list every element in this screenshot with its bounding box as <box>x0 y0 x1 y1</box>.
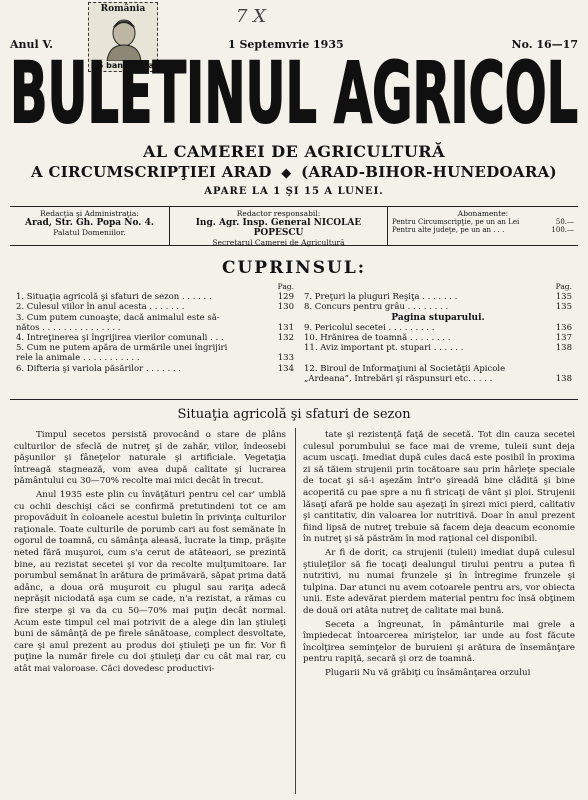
redactor-title: Secretarul Camerei de Agricultură <box>212 238 345 247</box>
redactor-label: Redactor responsabil: <box>236 209 321 218</box>
abonamente-label: Abonamente: <box>457 209 509 218</box>
contents-entry-page: 132 <box>277 333 294 344</box>
article-paragraph: tate şi rezistenţă faţă de secetă. Tot din cauza secetei culesul porumbului se face mai de vreme, tuleii sunt deja acum uscaţi. Imediat după cules dacă este posibil în proxima zi să tăiem strujenii prin tocătoare sau prin hârleţe speciale de tocat şi să-i aşezăm într'o şireadă bine clădită şi bine acoperită cu pae spre a nu fi stricaţi de vânt şi ploi. Strujenii lăsaţi afară pe holde sau aşezaţi în şirezi mici pierd, calitativ şi cantitativ, din valoarea lor nutritivă. Doar în anul prezent fiind lipsă de nutreţ trebuie să facem deja deacum economie în nutreţ şi să păstrăm în mod raţional cel disponibil. <box>303 430 575 545</box>
contents-entry-page: 130 <box>277 302 294 313</box>
page-column-label: Pag. <box>555 282 572 291</box>
abonament-price: 100.— <box>551 226 574 234</box>
redactor-name: Ing. Agr. Insp. General NICOLAE POPESCU <box>195 218 362 238</box>
contents-entry-title: 9. Pericolul secetei . . . . . . . . . <box>304 322 435 333</box>
redactia-label: Redacţia şi Administraţia: <box>40 209 139 218</box>
article-paragraph: Plugarii Nu vă grăbiţi cu însămânţarea orzului <box>325 667 531 678</box>
contents-right-column <box>304 282 572 384</box>
contents-entry <box>304 374 572 384</box>
abonament-text: Pentru alte judeţe, pe un an . . . <box>392 226 505 234</box>
contents-entry-title: 2. Culesul viilor în anul acesta . . . . . . . <box>16 302 185 313</box>
contents-entry-title: 4. Întreţinerea şi îngrijirea vierilor comunali . . . <box>16 333 224 344</box>
abonament-row <box>392 226 574 234</box>
subtitle-circumscription-right: (ARAD-BIHOR-HUNEDOARA) <box>301 163 557 181</box>
contents-entry-page: 129 <box>277 292 294 303</box>
contents-entry-title: 1. Situaţia agricolă şi sfaturi de sezon . . . . . . <box>16 292 212 303</box>
article-paragraph: Ar fi de dorit, ca strujenii (tuleii) imediat după culesul ştiuleţilor să fie tocaţi dealungul tirului pentru a putea fi nutritivi, nu numai frunzele şi în întregime frunzele şi tulpina. Dar atunci nu avem cotoarele pentru ars, vor obiecta unii. Este adevărat pierdem material pentru foc însă obţinem de două ori atâta nutreţ de calitate mai bună. <box>303 547 575 616</box>
publication-frequency: APARE LA 1 ŞI 15 A LUNEI. <box>204 186 384 197</box>
article-left-column <box>14 430 286 677</box>
subtitle-circumscription <box>0 163 588 181</box>
contents-entry-page <box>550 353 572 363</box>
abonament-text: Pentru Circumscripţie, pe un an Lei <box>392 218 520 226</box>
redactia-place: Palatul Domeniilor. <box>53 228 126 237</box>
info-bar <box>10 206 578 246</box>
abonamente-block <box>388 207 578 245</box>
contents-entry-page: 138 <box>555 343 572 354</box>
contents-entry-title: 11. Aviz important pt. stupari . . . . . . <box>304 343 464 354</box>
contents-entry-page: 135 <box>555 292 572 303</box>
year-label: Anul V. <box>10 38 53 51</box>
contents-entry <box>304 302 572 312</box>
contents-entry <box>304 343 572 353</box>
redactia-block <box>10 207 170 245</box>
stamp-value: 25 bani Posta <box>92 61 154 70</box>
contents-entry <box>304 353 572 363</box>
contents-entry <box>16 313 294 323</box>
section-divider <box>10 399 578 400</box>
contents-entry <box>16 333 294 343</box>
redactia-address: Arad, Str. Gh. Popa No. 4. <box>25 218 154 228</box>
contents-entry-page <box>272 343 294 353</box>
contents-entry-title: nătos . . . . . . . . . . . . . . . <box>16 322 121 333</box>
contents-entry <box>16 343 294 353</box>
contents-entry-title: 3. Cum putem cunoaşte, dacă animalul este să- <box>16 312 220 323</box>
masthead-text: BULETINUL AGRICOL <box>10 50 578 132</box>
abonament-price: 50.— <box>555 218 574 226</box>
contents-entry <box>304 333 572 343</box>
contents-entry <box>16 353 294 363</box>
subtitle-chamber: AL CAMEREI DE AGRICULTURĂ <box>142 142 446 161</box>
article-right-column <box>303 430 575 681</box>
article-paragraph: Timpul secetos persistă provocând o stare de plâns culturilor de sfeclă de nutreţ şi de zahăr, viilor, îndeosebi păşunilor şi fâneţelor naturale şi artificiale. Vegetaţia întreagă stagnează, vom avea după calitate şi lucrarea pământului cu 30—70% recolte mai mici decât în trecut. <box>14 430 286 487</box>
contents-entry-title: 8. Concurs pentru grâu . . . . . . . . <box>304 302 449 313</box>
contents-left-column <box>16 282 294 374</box>
abonament-row <box>392 218 574 226</box>
contents-entry-page <box>550 364 572 374</box>
contents-entry <box>16 292 294 302</box>
contents-entry-page: 134 <box>277 363 294 374</box>
contents-entry-title: 7. Preţuri la pluguri Reşiţa . . . . . . . <box>304 292 458 303</box>
redactor-block <box>170 207 388 245</box>
diamond-icon: ◆ <box>281 166 292 181</box>
contents-entry <box>16 323 294 333</box>
contents-entry <box>304 292 572 302</box>
contents-entry <box>16 364 294 374</box>
contents-title: CUPRINSUL: <box>221 258 367 278</box>
contents-entry-page: 136 <box>555 322 572 333</box>
contents-entry-title: rele la animale . . . . . . . . . . . <box>16 353 140 364</box>
contents-entry-page: 133 <box>277 353 294 364</box>
contents-entry-title <box>304 353 550 363</box>
issue-date: 1 Septemvrie 1935 <box>228 38 344 51</box>
contents-entry-page: 135 <box>555 302 572 313</box>
masthead-title <box>6 50 582 132</box>
handwritten-mark: 7 X <box>236 6 266 27</box>
contents-entry-page: 131 <box>277 322 294 333</box>
contents-entry-title: 10. Hrănirea de toamnă . . . . . . . . <box>304 333 451 344</box>
article-title: Situaţia agricolă şi sfaturi de sezon <box>177 407 411 422</box>
contents-entry-page: 138 <box>555 373 572 384</box>
contents-entry-title: 5. Cum ne putem apăra de urmările unei îngrijiri <box>16 343 228 354</box>
contents-entry-title: 6. Difteria şi variola păsărilor . . . . . . . <box>16 363 181 374</box>
column-divider <box>295 428 296 794</box>
article-paragraph: Anul 1935 este plin cu învăţături pentru cel car' umblă cu ochii deschişi căci se confirmă pretutindeni tot ce am propovăduit în coloanele acestui buletin în privinţa culturilor raţionale. Toate culturile de porumb cari au fost semănate în ogorul de toamnă, cu sămânţa aleasă, lucrate la timp, prăşite neted fără muşuroi, cum s'a cerut de atâteaori, se prezintă bine, au rezistat secetei şi vor da recolte mulţumitoare. Iar porumbul semănat în arătura de primăvară, săpat prima dată adânc, a doua oră muşuroit cu plugul sau rariţa adecă neprăşit niciodată aşa cum se cade, n'a rezistat, a rămas cu fire sterpe şi va da cu 50—70% mai puţin decât normal. Acum este timpul cel mai potrivit de a alege din lan ştiuleţi buni de sămânţă de pe firele sănătoase, complect desvoltate, care şi anul prezent au produs doi ştiuleţi pe un fir. Vor fi puţine la număr firele cu doi ştiuleţi dar cu cât mai rar, cu atât mai valoroase. Căci dovedesc productivi- <box>14 489 286 674</box>
contents-entry-title: „Ardeana”, Întrebări şi răspunsuri etc. . . . . <box>304 373 493 384</box>
masthead <box>6 50 582 132</box>
contents-entry-title: 12. Biroul de Informaţiuni al Societăţii Apicole <box>304 363 506 374</box>
article-paragraph: Seceta a îngreunat, în pământurile mai grele a împiedecat întoarcerea miriştelor, iar unde au fost făcute încolţirea seminţelor de buruieni şi arătura de însemânţare pentru rapiţă, secară şi orz de toamnă. <box>303 619 575 665</box>
issue-number: No. 16—17 <box>511 38 578 51</box>
stamp-country: România <box>100 4 146 14</box>
contents-entry <box>304 323 572 333</box>
contents-entry-page: 137 <box>555 333 572 344</box>
page-column-label: Pag. <box>277 282 294 291</box>
contents-entry <box>16 302 294 312</box>
contents-entry-page <box>272 313 294 323</box>
contents-section-heading: Pagina stuparului. <box>391 312 485 323</box>
subtitle-circumscription-left: A CIRCUMSCRIPŢIEI ARAD <box>31 163 272 181</box>
contents-entry <box>304 364 572 374</box>
